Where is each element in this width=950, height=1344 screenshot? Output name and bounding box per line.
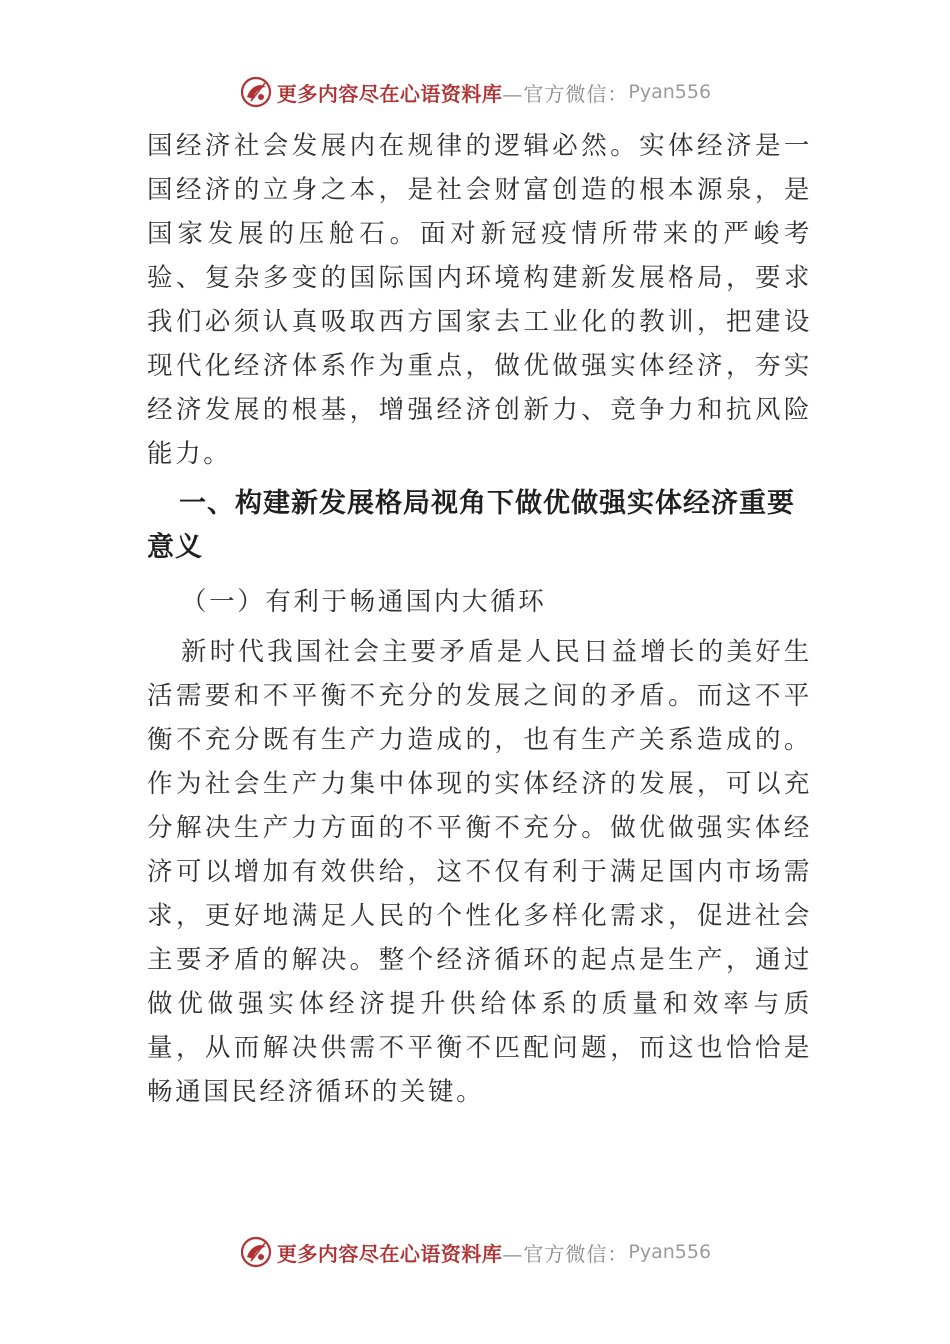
watermark-main-text: 更多内容尽在心语资料库 xyxy=(276,1241,503,1266)
watermark-wechat-id: Pyan556 xyxy=(628,1241,712,1263)
subsection-heading-1: （一）有利于畅通国内大循环 xyxy=(181,587,547,617)
section-heading-1: 一、构建新发展格局视角下做优做强实体经济重要意义 xyxy=(147,488,795,563)
watermark-sub-text: —官方微信： xyxy=(502,81,629,106)
paragraph-1: 国经济社会发展内在规律的逻辑必然。实体经济是一国经济的立身之本，是社会财富创造的根本源泉，是国家发展的压舱石。面对新冠疫情所带来的严峻考验、复杂多变的国际国内环境构建新发展格局，要求我们必须认真吸取西方国家去工业化的教训，把建设现代化经济体系作为重点，做优做强实体经济，夯实经济发展的根基，增强经济创新力、竞争力和抗风险能力。 xyxy=(147,131,812,469)
logo-icon xyxy=(239,1235,273,1269)
footer-watermark xyxy=(0,1232,950,1272)
watermark-main-text: 更多内容尽在心语资料库 xyxy=(276,81,503,106)
header-watermark xyxy=(0,72,950,112)
logo-icon xyxy=(239,75,273,109)
watermark-sub-text: —官方微信： xyxy=(502,1241,629,1266)
watermark-wechat-id: Pyan556 xyxy=(628,81,712,103)
document-body xyxy=(147,124,812,1114)
paragraph-2: 新时代我国社会主要矛盾是人民日益增长的美好生活需要和不平衡不充分的发展之间的矛盾。而这不平衡不充分既有生产力造成的，也有生产关系造成的。作为社会生产力集中体现的实体经济的发展，可以充分解决生产力方面的不平衡不充分。做优做强实体经济可以增加有效供给，这不仅有利于满足国内市场需求，更好地满足人民的个性化多样化需求，促进社会主要矛盾的解决。整个经济循环的起点是生产，通过做优做强实体经济提升供给体系的质量和效率与质量，从而解决供需不平衡不匹配问题，而这也恰恰是畅通国民经济循环的关键。 xyxy=(147,637,812,1107)
